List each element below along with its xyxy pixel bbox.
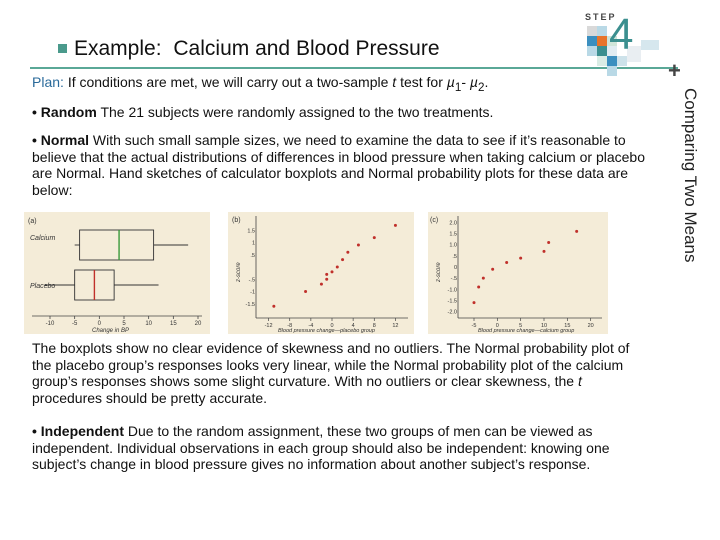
independent-paragraph — [32, 423, 652, 473]
plot-point — [325, 273, 328, 276]
y-tick-label: 1 — [251, 240, 255, 247]
figure-c-tag: (c) — [430, 217, 439, 224]
plan-sub2: 2 — [477, 80, 485, 94]
figure-c-xlabel: Blood pressure change—calcium group — [478, 328, 575, 334]
y-tick-label: -.5 — [248, 277, 255, 284]
plan-t: t — [392, 74, 397, 90]
boxplot-discussion — [32, 340, 652, 406]
y-tick-label: 0 — [453, 265, 457, 271]
plot-point — [482, 277, 485, 280]
figure-a-ticks — [46, 316, 202, 327]
figure-b-probplot — [228, 212, 414, 334]
plot-point — [357, 243, 360, 246]
independent-label: • Independent — [32, 423, 125, 439]
figure-c-svg — [428, 212, 608, 334]
normal-paragraph — [32, 132, 652, 198]
x-tick-label: -4 — [308, 323, 314, 329]
plan-paragraph — [32, 74, 652, 96]
step-label: STEP — [585, 12, 617, 22]
figure-b-ylabel: z-score — [236, 262, 242, 282]
side-title-text: Comparing Two Means — [681, 88, 700, 263]
y-tick-label: 1.5 — [247, 228, 255, 235]
x-tick-label: -8 — [287, 323, 293, 329]
plan-dot: . — [484, 74, 489, 90]
y-tick-label: -1.5 — [245, 301, 255, 308]
plan-label: Plan: — [32, 74, 64, 90]
y-tick-label: -2.0 — [447, 309, 457, 316]
figure-a-tick-label: 15 — [169, 321, 177, 327]
plot-point — [346, 251, 349, 254]
x-tick-label: 5 — [519, 323, 523, 329]
figure-c-probplot — [428, 212, 608, 334]
after-text-b: procedures should be pretty accurate. — [32, 389, 268, 406]
figure-a-tick-label: 20 — [194, 321, 202, 327]
x-tick-label: 8 — [372, 323, 376, 329]
slide-title — [74, 37, 440, 61]
step-number: 4 — [609, 10, 634, 59]
x-tick-label: -5 — [471, 323, 477, 329]
box-label-placebo: Placebo — [30, 283, 56, 290]
y-tick-label: .5 — [250, 252, 255, 259]
random-text: The 21 subjects were randomly assigned to the two treatments. — [100, 104, 494, 120]
figure-a-boxes — [45, 230, 188, 300]
plan-mu1: µ — [446, 74, 455, 90]
normal-label: • Normal — [32, 132, 90, 148]
box-label-calcium: Calcium — [30, 235, 56, 242]
plot-point — [394, 224, 397, 227]
normal-text: With such small sample sizes, we need to examine the data to see if it’s reasonable to believe that the actual distributions of differences in blood pressure when taking calcium or placebo are Normal. Hand sketches of calculator boxplots and Normal probability plots for these data are below: — [32, 132, 645, 198]
plot-point — [304, 290, 307, 293]
figure-c-yticks — [448, 220, 457, 315]
box-body — [80, 230, 154, 260]
x-tick-label: -12 — [264, 323, 273, 329]
figure-a-tick-label: 0 — [97, 321, 102, 327]
figure-a-xlabel: Change in BP — [92, 328, 130, 334]
after-t: t — [578, 373, 582, 389]
y-tick-label: 1.0 — [449, 242, 457, 249]
plot-point — [373, 236, 376, 239]
step-logo — [585, 6, 665, 82]
plot-point — [272, 305, 275, 308]
title-rule — [30, 67, 678, 69]
figure-b-yticks — [246, 228, 255, 308]
x-tick-label: 20 — [587, 323, 594, 329]
y-tick-label: 1.5 — [449, 231, 457, 238]
x-tick-label: 12 — [392, 323, 399, 329]
plot-point — [473, 301, 476, 304]
figure-b-tag: (b) — [232, 217, 241, 224]
plan-mu2: µ — [469, 74, 478, 90]
figure-a-tick-label: -5 — [71, 321, 78, 327]
after-text-a: The boxplots show no clear evidence of skewness and no outliers. The Normal probability plot of the placebo group’s responses looks very linear, while the Normal probability plot of the calcium group’s responses shows some slight curvature. With no outliers or clear skewness, the — [32, 340, 630, 389]
y-tick-label: -.5 — [450, 276, 457, 283]
plus-mark: + — [668, 58, 681, 83]
figure-a-tick-label: -10 — [45, 321, 55, 327]
independent-text: Due to the random assignment, these two groups of men can be viewed as independent. Individual observations in each group should also be independent: knowing one subject’s change in blood pressure gives no information about another subject’s response. — [32, 423, 610, 472]
figure-a-tag: (a) — [28, 218, 37, 225]
plot-point — [341, 258, 344, 261]
plot-point — [519, 257, 522, 260]
x-tick-label: 0 — [495, 323, 499, 329]
figure-a-tick-label: 10 — [145, 321, 153, 327]
plan-minus: - — [461, 74, 470, 90]
random-label: • Random — [32, 104, 97, 120]
figure-b-svg — [228, 212, 414, 334]
side-title — [678, 88, 702, 288]
title-prefix: Example: — [74, 37, 162, 60]
plot-point — [575, 230, 578, 233]
plan-sub1: 1 — [454, 80, 462, 94]
figure-a-svg — [24, 212, 210, 334]
plot-point — [336, 266, 339, 269]
plot-point — [320, 283, 323, 286]
x-tick-label: 15 — [564, 323, 571, 329]
figure-c-ylabel: z-score — [436, 262, 442, 282]
title-bullet — [58, 44, 67, 53]
plot-point — [543, 250, 546, 253]
plot-point — [491, 268, 494, 271]
figure-a-boxplots — [24, 212, 210, 334]
plot-point — [505, 261, 508, 264]
y-tick-label: .5 — [452, 253, 457, 260]
y-tick-label: -1.0 — [447, 287, 457, 294]
plan-text-b: test for — [400, 74, 443, 90]
x-tick-label: 4 — [351, 323, 355, 329]
plan-text-a: If conditions are met, we will carry out a two-sample — [67, 74, 389, 90]
figure-b-points — [272, 224, 397, 308]
plot-point — [325, 278, 328, 281]
figure-a-tick-label: 5 — [122, 321, 126, 327]
random-paragraph — [32, 104, 652, 121]
title-text: Calcium and Blood Pressure — [173, 37, 440, 60]
plot-point — [331, 270, 334, 273]
y-tick-label: -1.5 — [447, 298, 457, 305]
y-tick-label: -1 — [250, 289, 255, 296]
x-tick-label: 0 — [330, 323, 334, 329]
figure-c-points — [473, 230, 579, 304]
figure-b-xlabel: Blood pressure change—placebo group — [278, 328, 375, 334]
plot-point — [477, 286, 480, 289]
plot-point — [547, 241, 550, 244]
x-tick-label: 10 — [540, 323, 548, 329]
y-tick-label: 2.0 — [449, 220, 457, 227]
